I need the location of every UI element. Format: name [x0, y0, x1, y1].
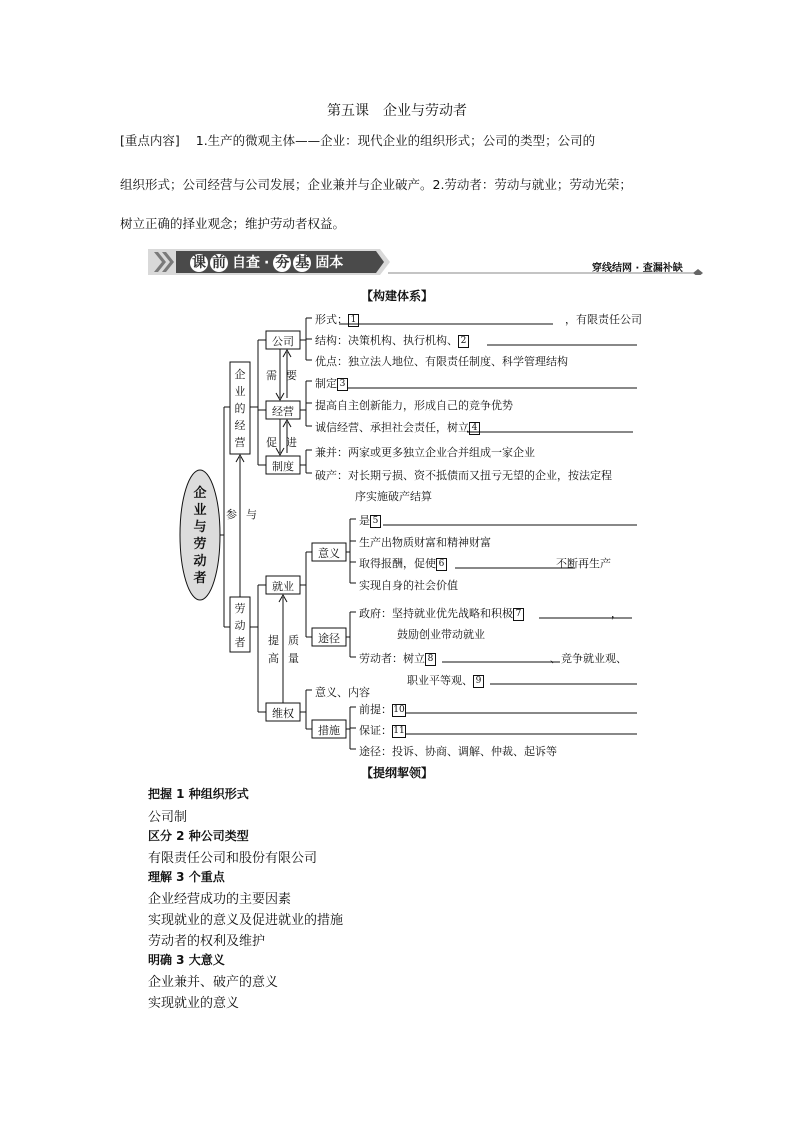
approach-government [359, 605, 622, 621]
rights-guarantee [359, 722, 407, 738]
section-title-build: 【构建体系】 [360, 289, 433, 303]
participate-char-2: 与 [246, 508, 257, 521]
summary-item-3-3: 劳动者的权利及维护 [148, 934, 266, 949]
blank-number-3: 3 [337, 378, 348, 391]
branch-enterprise: 企业的经营 [234, 368, 246, 449]
promote-char-2: 进 [286, 436, 297, 449]
operation-honest [315, 419, 481, 435]
meaning-reward-tail: 不断再生产 [556, 557, 611, 570]
summary-item-3-1: 企业经营成功的主要因素 [148, 892, 292, 907]
operation-plan-label: 制定 [315, 377, 337, 390]
node-rights: 维权 [272, 707, 294, 720]
system-merge: 兼并：两家或更多独立企业合并组成一家企业 [315, 446, 535, 459]
banner-char-1: 课 [192, 255, 206, 271]
root-label: 企业与劳动者 [193, 486, 207, 586]
system-bankrupt-1: 破产：对长期亏损、资不抵债而又扭亏无望的企业，按法定程 [315, 469, 612, 482]
rights-meaning-content: 意义、内容 [315, 686, 370, 699]
blank-number-9: 9 [473, 675, 484, 688]
approach-lab2-label: 职业平等观、 [407, 674, 473, 687]
blank-number-8: 8 [425, 653, 436, 666]
need-char-2: 要 [286, 369, 297, 382]
approach-lab-label: 劳动者：树立 [359, 652, 425, 665]
branch-labor: 劳动者 [234, 602, 246, 649]
participate-char-1: 参 [226, 508, 237, 521]
company-structure-label: 结构：决策机构、执行机构、 [315, 334, 458, 347]
summary-item-1-1: 公司制 [148, 810, 188, 825]
blank-number-10: 10 [393, 704, 405, 715]
rights-premise [359, 701, 407, 717]
node-measures: 措施 [318, 724, 340, 737]
node-meaning: 意义 [318, 547, 340, 560]
summary-item-2-1: 有限责任公司和股份有限公司 [148, 851, 318, 866]
meaning-wealth: 生产出物质财富和精神财富 [359, 536, 491, 549]
operation-innovate: 提高自主创新能力，形成自己的竞争优势 [315, 399, 513, 412]
blank-number-7: 7 [513, 608, 524, 621]
key-content-text1: 1.生产的微观主体——企业：现代企业的组织形式；公司的类型；公司的 [195, 133, 596, 148]
rights-guarantee-label: 保证： [359, 724, 392, 737]
meaning-is [359, 512, 382, 528]
rights-premise-label: 前提： [359, 703, 392, 716]
improve-char-2: 高 [268, 652, 279, 665]
blank-number-1: 1 [348, 314, 359, 327]
banner-char-6: 基 [295, 255, 310, 271]
company-form-label: 形式： [315, 313, 348, 326]
improve-char-3: 质 [288, 634, 299, 647]
node-employment: 就业 [272, 580, 294, 593]
improve-char-4: 量 [288, 652, 299, 665]
company-form-tail: ，有限责任公司 [565, 313, 642, 326]
blank-number-11: 11 [393, 725, 405, 736]
summary-item-3-2: 实现就业的意义及促进就业的措施 [148, 913, 344, 928]
company-advantage: 优点：独立法人地位、有限责任制度、科学管理结构 [315, 355, 568, 368]
meaning-value: 实现自身的社会价值 [359, 579, 458, 592]
approach-gov-tail: ， [611, 607, 622, 620]
banner-char-7: 固本 [315, 255, 344, 271]
key-content-line2: 组织形式；公司经营与公司发展；企业兼并与企业破产。2.劳动者：劳动与就业；劳动光荣； [120, 177, 632, 192]
promote-char-1: 促 [266, 436, 277, 449]
meaning-is-label: 是 [359, 514, 370, 527]
banner-dot: · [264, 255, 270, 271]
banner-char-3: 自查 [232, 255, 260, 271]
banner-char-2: 前 [212, 255, 226, 271]
node-operation: 经营 [272, 405, 294, 418]
section-title-outline: 【提纲挈领】 [360, 766, 433, 780]
meaning-reward [359, 555, 611, 571]
blank-number-2: 2 [458, 335, 469, 348]
summary-head-3: 理解 3 个重点 [148, 870, 225, 884]
improve-char-1: 提 [268, 634, 279, 647]
meaning-reward-label: 取得报酬，促使 [359, 557, 436, 570]
approach-labor-2 [407, 672, 485, 688]
summary-head-4: 明确 3 大意义 [148, 953, 225, 967]
company-structure [315, 332, 470, 348]
blank-number-5: 5 [370, 515, 381, 528]
blank-number-4: 4 [469, 422, 480, 435]
node-company: 公司 [272, 335, 294, 348]
rights-route: 途径：投诉、协商、调解、仲裁、起诉等 [359, 745, 557, 758]
company-form [315, 311, 642, 327]
operation-plan [315, 375, 349, 391]
need-char-1: 需 [266, 369, 277, 382]
key-content-label: [重点内容] [120, 133, 180, 148]
approach-gov-label: 政府：坚持就业优先战略和积极 [359, 607, 513, 620]
system-bankrupt-2: 序实施破产结算 [355, 490, 432, 503]
key-content-line3: 树立正确的择业观念；维护劳动者权益。 [120, 216, 346, 231]
approach-labor [359, 650, 627, 666]
blank-number-6: 6 [436, 558, 447, 571]
summary-head-1: 把握 1 种组织形式 [148, 787, 249, 801]
approach-lab-tail: 、竞争就业观、 [550, 652, 627, 665]
page-title: 第五课 企业与劳动者 [327, 103, 467, 119]
summary-head-2: 区分 2 种公司类型 [148, 829, 249, 843]
approach-government-2: 鼓励创业带动就业 [397, 628, 485, 641]
banner-char-5: 夯 [275, 255, 290, 271]
node-system: 制度 [272, 460, 294, 473]
node-approach: 途径 [318, 632, 340, 645]
operation-honest-label: 诚信经营、承担社会责任，树立 [315, 421, 469, 434]
summary-item-4-2: 实现就业的意义 [148, 996, 240, 1011]
summary-item-4-1: 企业兼并、破产的意义 [148, 975, 279, 990]
banner-right-text: 穿线结网 · 查漏补缺 [592, 263, 683, 274]
